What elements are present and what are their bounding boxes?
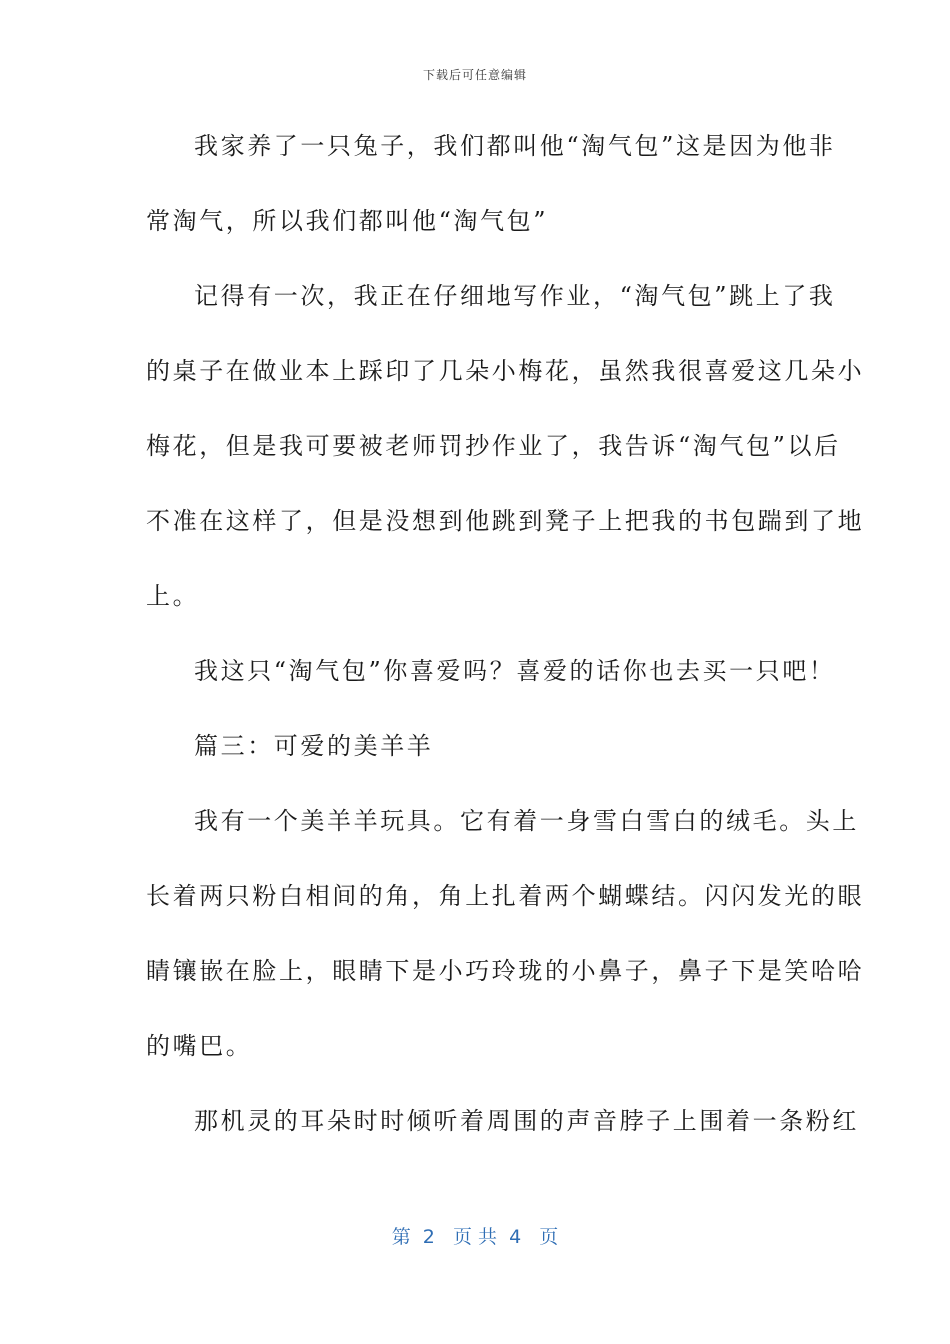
paragraph-line: 记得有一次，我正在仔细地写作业，“淘气包”跳上了我 <box>194 282 836 310</box>
paragraph-line: 梅花，但是我可要被老师罚抄作业了，我告诉“淘气包”以后 <box>146 432 841 460</box>
paragraph-line: 那机灵的耳朵时时倾听着周围的声音脖子上围着一条粉红 <box>194 1107 859 1135</box>
document-body <box>146 118 865 1168</box>
paragraph-line: 常淘气，所以我们都叫他“淘气包” <box>146 207 549 235</box>
paragraph-line: 我家养了一只兔子，我们都叫他“淘气包”这是因为他非 <box>194 132 836 160</box>
paragraph-line: 睛镶嵌在脸上，眼睛下是小巧玲珑的小鼻子，鼻子下是笑哈哈 <box>146 957 865 985</box>
paragraph-line: 长着两只粉白相间的角，角上扎着两个蝴蝶结。闪闪发光的眼 <box>146 882 865 910</box>
paragraph-line: 不准在这样了，但是没想到他跳到凳子上把我的书包踹到了地 <box>146 507 865 535</box>
paragraph-line: 的嘴巴。 <box>146 1032 253 1060</box>
section-heading: 篇三：可爱的美羊羊 <box>194 732 434 760</box>
paragraph-line: 的桌子在做业本上踩印了几朵小梅花，虽然我很喜爱这几朵小 <box>146 357 865 385</box>
paragraph-line: 上。 <box>146 582 200 610</box>
page-indicator: 第 2 页 共 4 页 <box>391 1226 559 1248</box>
header-note: 下载后可任意编辑 <box>422 68 527 82</box>
paragraph-line: 我有一个美羊羊玩具。它有着一身雪白雪白的绒毛。头上 <box>194 807 859 835</box>
paragraph-line: 我这只“淘气包”你喜爱吗？喜爱的话你也去买一只吧！ <box>194 657 836 685</box>
